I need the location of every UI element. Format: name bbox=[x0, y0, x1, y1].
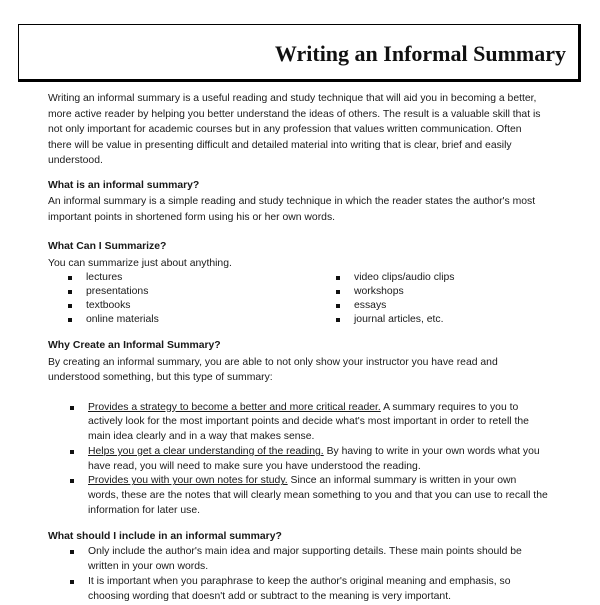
list-item: lectures bbox=[68, 271, 336, 285]
bullet-lead: Provides you with your own notes for study. bbox=[88, 475, 288, 487]
list-item bbox=[70, 445, 548, 475]
list-item: It is important when you paraphrase to keep the author's original meaning and emphasis, so choosing wording that doesn't add or subtract to the meaning is very important. bbox=[70, 575, 548, 605]
why-list bbox=[48, 401, 548, 519]
what-is-heading: What is an informal summary? bbox=[48, 179, 200, 191]
list-item bbox=[70, 474, 548, 518]
list-item: online materials bbox=[68, 313, 336, 327]
list-item: presentations bbox=[68, 285, 336, 299]
list-item: workshops bbox=[336, 285, 455, 299]
bullet-text: A summary requires to you to actively look for the most important points and decide what's most important in order to retell the main idea clearly and in a way that makes sense. bbox=[88, 401, 529, 443]
summarize-list bbox=[48, 271, 548, 327]
bullet-lead: Provides a strategy to become a better and more critical reader. bbox=[88, 401, 381, 413]
summarize-list-right bbox=[336, 271, 455, 327]
list-item: textbooks bbox=[68, 299, 336, 313]
include-heading: What should I include in an informal summary? bbox=[48, 530, 282, 542]
bullet-text: Since an informal summary is written in your own words, these are the notes that will clearly mean something to you and that you can use to recall the information for later use. bbox=[88, 475, 548, 517]
list-item: journal articles, etc. bbox=[336, 313, 455, 327]
list-item bbox=[70, 401, 548, 445]
what-is-paragraph: An informal summary is a simple reading and study technique in which the reader states the author's most important points in shortened form using his or her own words. bbox=[48, 196, 536, 223]
why-paragraph: By creating an informal summary, you are able to not only show your instructor you have read and understood something, but this type of summary: bbox=[48, 356, 498, 383]
list-item: video clips/audio clips bbox=[336, 271, 455, 285]
list-item: essays bbox=[336, 299, 455, 313]
bullet-text: By having to write in your own words what you have read, you will need to make sure you have understood the reading. bbox=[88, 445, 540, 472]
what-can-paragraph: You can summarize just about anything. bbox=[48, 257, 232, 269]
title-box bbox=[18, 24, 581, 82]
include-list bbox=[48, 545, 548, 604]
intro-paragraph: Writing an informal summary is a useful reading and study technique that will aid you in becoming a better, more active reader by helping you better understand the ideas of others. The result is a valuable skill that is not only important for academic courses but in any profession that values written communication. Often there will be value in presenting difficult and detailed material into writing that is clear, brief and easily understood. bbox=[48, 93, 541, 166]
what-can-heading: What Can I Summarize? bbox=[48, 241, 167, 252]
why-heading: Why Create an Informal Summary? bbox=[48, 340, 221, 351]
summarize-list-left bbox=[48, 271, 336, 327]
bullet-lead: Helps you get a clear understanding of the reading. bbox=[88, 445, 324, 457]
page-title: Writing an Informal Summary bbox=[274, 41, 566, 66]
document-body bbox=[48, 91, 548, 605]
list-item: Only include the author's main idea and major supporting details. These main points should be written in your own words. bbox=[70, 545, 548, 575]
